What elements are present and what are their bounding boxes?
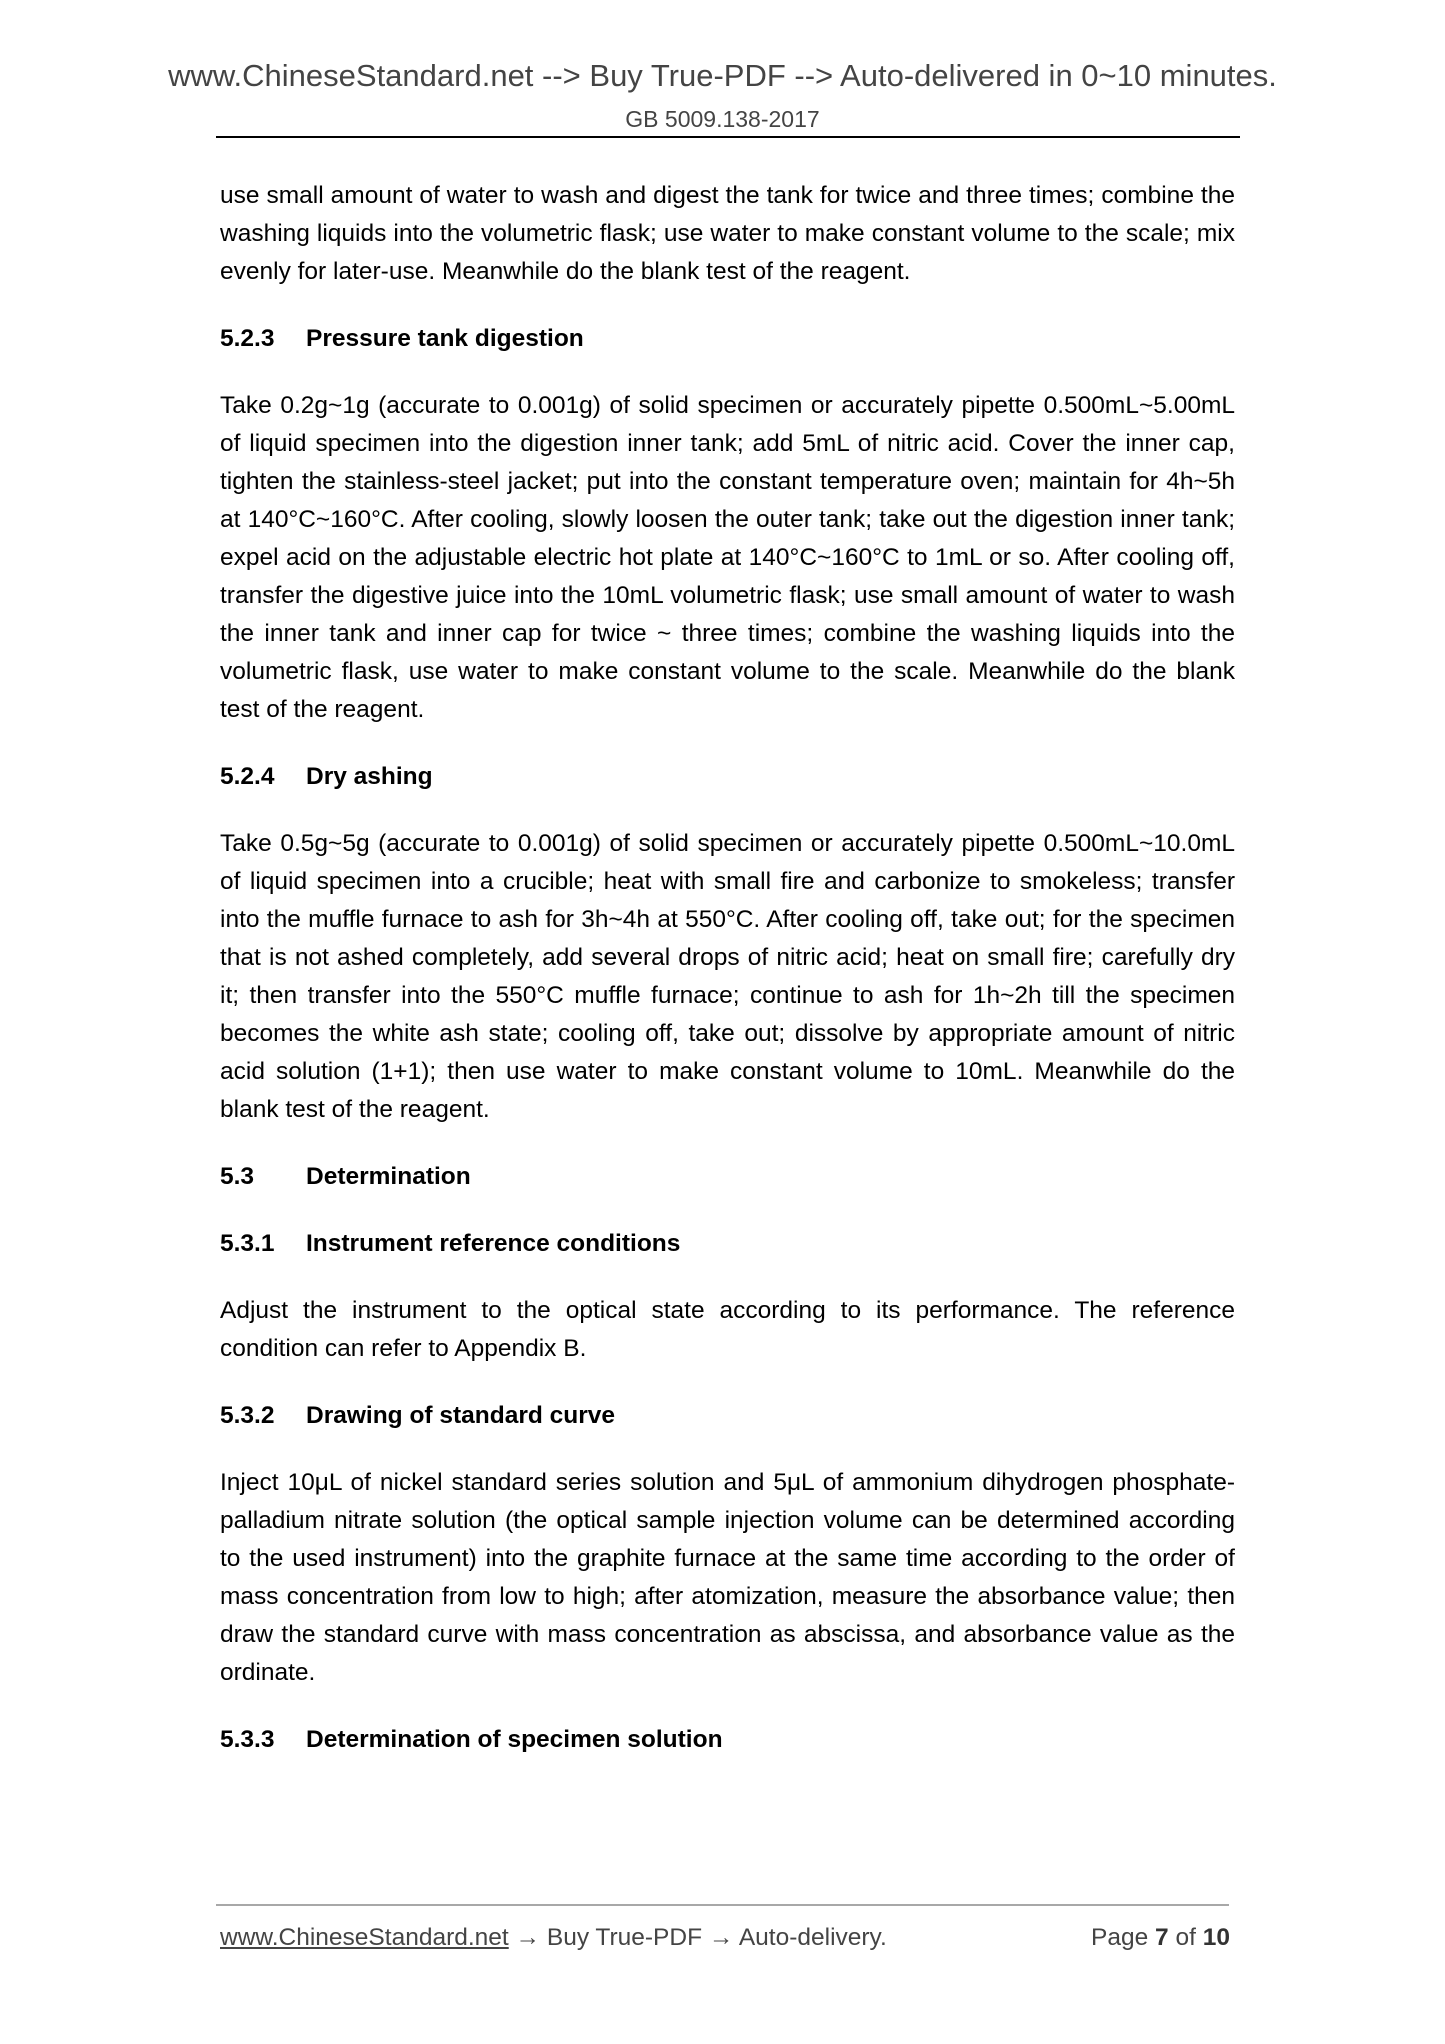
section-heading [220, 1158, 1235, 1196]
section-heading [220, 1225, 1235, 1263]
page-current: 7 [1155, 1924, 1169, 1951]
section-number: 5.3.3 [220, 1726, 275, 1753]
header-banner: www.ChineseStandard.net --> Buy True-PDF --> Auto-delivered in 0~10 minutes. [168, 58, 1277, 93]
paragraph: Adjust the instrument to the optical state according to its performance. The reference condition can refer to Appendix B. [220, 1297, 1235, 1362]
section-title: Dry ashing [306, 763, 433, 790]
section-title: Instrument reference conditions [306, 1230, 681, 1257]
footer-site-link[interactable]: www.ChineseStandard.net [220, 1924, 509, 1951]
page-prefix: Page [1091, 1924, 1156, 1951]
section-title: Determination [306, 1163, 471, 1190]
section-number: 5.2.4 [220, 763, 275, 790]
paragraph: Take 0.5g~5g (accurate to 0.001g) of solid specimen or accurately pipette 0.500mL~10.0mL of liquid specimen into a crucible; heat with small fire and carbonize to smokeless; transfer into the muffle furnace to ash for 3h~4h at 550°C. After cooling off, take out; for the specimen that is not ashed completely, add several drops of nitric acid; heat on small fire; carefully dry it; then transfer into the 550°C muffle furnace; continue to ash for 1h~2h till the specimen becomes the white ash state; cooling off, take out; dissolve by appropriate amount of nitric acid solution (1+1); then use water to make constant volume to 10mL. Meanwhile do the blank test of the reagent. [220, 830, 1235, 1123]
section-title: Drawing of standard curve [306, 1402, 616, 1429]
section-number: 5.3.2 [220, 1402, 275, 1429]
document-body [220, 177, 1235, 1788]
page-number [1091, 1924, 1230, 1952]
footer-tagline: → Buy True-PDF → Auto-delivery. [508, 1924, 887, 1951]
page-total: 10 [1202, 1924, 1230, 1951]
section-title: Pressure tank digestion [306, 325, 584, 352]
section-heading [220, 320, 1235, 358]
paragraph: Take 0.2g~1g (accurate to 0.001g) of solid specimen or accurately pipette 0.500mL~5.00mL of liquid specimen into the digestion inner tank; add 5mL of nitric acid. Cover the inner cap, tighten the stainless-steel jacket; put into the constant temperature oven; maintain for 4h~5h at 140°C~160°C. After cooling, slowly loosen the outer tank; take out the digestion inner tank; expel acid on the adjustable electric hot plate at 140°C~160°C to 1mL or so. After cooling off, transfer the digestive juice into the 10mL volumetric flask; use small amount of water to wash the inner tank and inner cap for twice ~ three times; combine the washing liquids into the volumetric flask, use water to make constant volume to the scale. Meanwhile do the blank test of the reagent. [220, 392, 1235, 723]
paragraph: use small amount of water to wash and digest the tank for twice and three times; combine the washing liquids into the volumetric flask; use water to make constant volume to the scale; mix evenly for later-use. Meanwhile do the blank test of the reagent. [220, 182, 1235, 285]
paragraph: Inject 10μL of nickel standard series solution and 5μL of ammonium dihydrogen phosphate-palladium nitrate solution (the optical sample injection volume can be determined according to the used instrument) into the graphite furnace at the same time according to the order of mass concentration from low to high; after atomization, measure the absorbance value; then draw the standard curve with mass concentration as abscissa, and absorbance value as the ordinate. [220, 1469, 1235, 1686]
section-number: 5.2.3 [220, 325, 275, 352]
section-number: 5.3.1 [220, 1230, 275, 1257]
section-number: 5.3 [220, 1163, 255, 1190]
section-heading [220, 1397, 1235, 1435]
footer-left [220, 1924, 887, 1952]
section-heading [220, 758, 1235, 796]
page-of: of [1168, 1924, 1203, 1951]
page-footer [220, 1924, 1230, 1952]
section-heading [220, 1721, 1235, 1759]
standard-code: GB 5009.138-2017 [625, 106, 820, 132]
section-title: Determination of specimen solution [306, 1726, 723, 1753]
footer-divider [216, 1904, 1229, 1906]
header-divider [216, 136, 1240, 138]
